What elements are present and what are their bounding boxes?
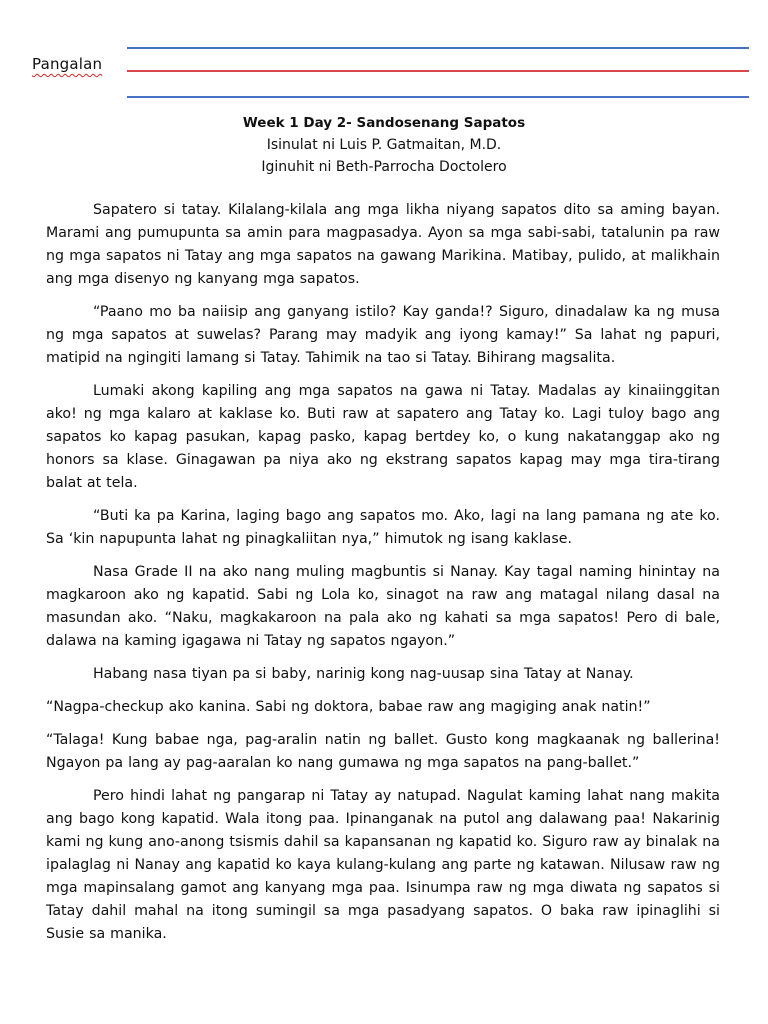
story-illustrator: Iginuhit ni Beth-Parrocha Doctolero [261,159,507,175]
story-paragraph: Sapatero si tatay. Kilalang-kilala ang mga likha niyang sapatos dito sa aming bayan. Marami ang pumupunta sa amin para magpasadya. Ayon sa mga sabi-sabi, tatalunin pa raw ng mga sapatos ni Tatay ang mga sapatos na gawang Marikina. Matibay, pulido, at malikhain ang mga disenyo ng kanyang mga sapatos. [46,202,720,287]
name-rule-middle [127,70,749,72]
title-block [0,112,768,178]
story-paragraph: Nasa Grade II na ako nang muling magbuntis si Nanay. Kay tagal naming hinintay na magkaroon ako ng kapatid. Sabi ng Lola ko, sinagot na raw ang matagal nilang dasal na masundan ako. “Naku, magkakaroon na pala ako ng kahati sa mga sapatos! Pero di bale, dalawa na kaming igagawa ni Tatay ng sapatos ngayon.” [46,564,720,649]
story-author: Isinulat ni Luis P. Gatmaitan, M.D. [266,137,502,153]
story-paragraph: “Talaga! Kung babae nga, pag-aralin natin ng ballet. Gusto kong magkaanak ng ballerina! Ngayon pa lang ay pag-aaralan ko nang gumawa ng mga sapatos na pang-ballet.” [46,732,720,771]
name-rule-bottom [127,96,749,98]
name-rule-top [127,47,749,49]
story-title: Week 1 Day 2- Sandosenang Sapatos [242,115,526,131]
story-body [46,199,720,956]
story-paragraph: Pero hindi lahat ng pangarap ni Tatay ay natupad. Nagulat kaming lahat nang makita ang bago kong kapatid. Wala itong paa. Ipinanganak na putol ang dalawang paa! Nakarinig kami ng kung ano-anong tsismis dahil sa kapansanan ng kapatid ko. Siguro raw ay binalak na ipalaglag ni Nanay ang kapatid ko kaya kulang-kulang ang parte ng katawan. Nilusaw raw ng mga mapinsalang gamot ang kanyang mga paa. Isinumpa raw ng mga diwata ng sapatos si Tatay dahil mahal na itong sumingil sa mga pasadyang sapatos. O baka raw ipinaglihi si Susie sa manika. [46,788,720,942]
story-paragraph: Habang nasa tiyan pa si baby, narinig kong nag-uusap sina Tatay at Nanay. [93,666,634,682]
story-paragraph: “Paano mo ba naiisip ang ganyang istilo? Kay ganda!? Siguro, dinadalaw ka ng musa ng mga sapatos at suwelas? Parang may madyik ang iyong kamay!” Sa lahat ng papuri, matipid na ngingiti lamang si Tatay. Tahimik na tao si Tatay. Bihirang magsalita. [46,304,720,366]
story-paragraph: Lumaki akong kapiling ang mga sapatos na gawa ni Tatay. Madalas ay kinaiinggitan ako! ng mga kalaro at kaklase ko. Buti raw at sapatero ang Tatay ko. Lagi tuloy bago ang sapatos ko kapag pasukan, kapag pasko, kapag bertdey ko, o kung nakatanggap ako ng honors sa klase. Ginagawan pa niya ako ng ekstrang sapatos kapag may mga tira-tirang balat at tela. [46,383,720,491]
story-paragraph: “Nagpa-checkup ako kanina. Sabi ng doktora, babae raw ang magiging anak natin!” [46,699,651,715]
worksheet-header [0,0,768,110]
story-paragraph: “Buti ka pa Karina, laging bago ang sapatos mo. Ako, lagi na lang pamana ng ate ko. Sa ‘kin napupunta lahat ng pinagkaliitan nya,” himutok ng isang kaklase. [46,508,720,547]
name-label: Pangalan [32,55,103,73]
